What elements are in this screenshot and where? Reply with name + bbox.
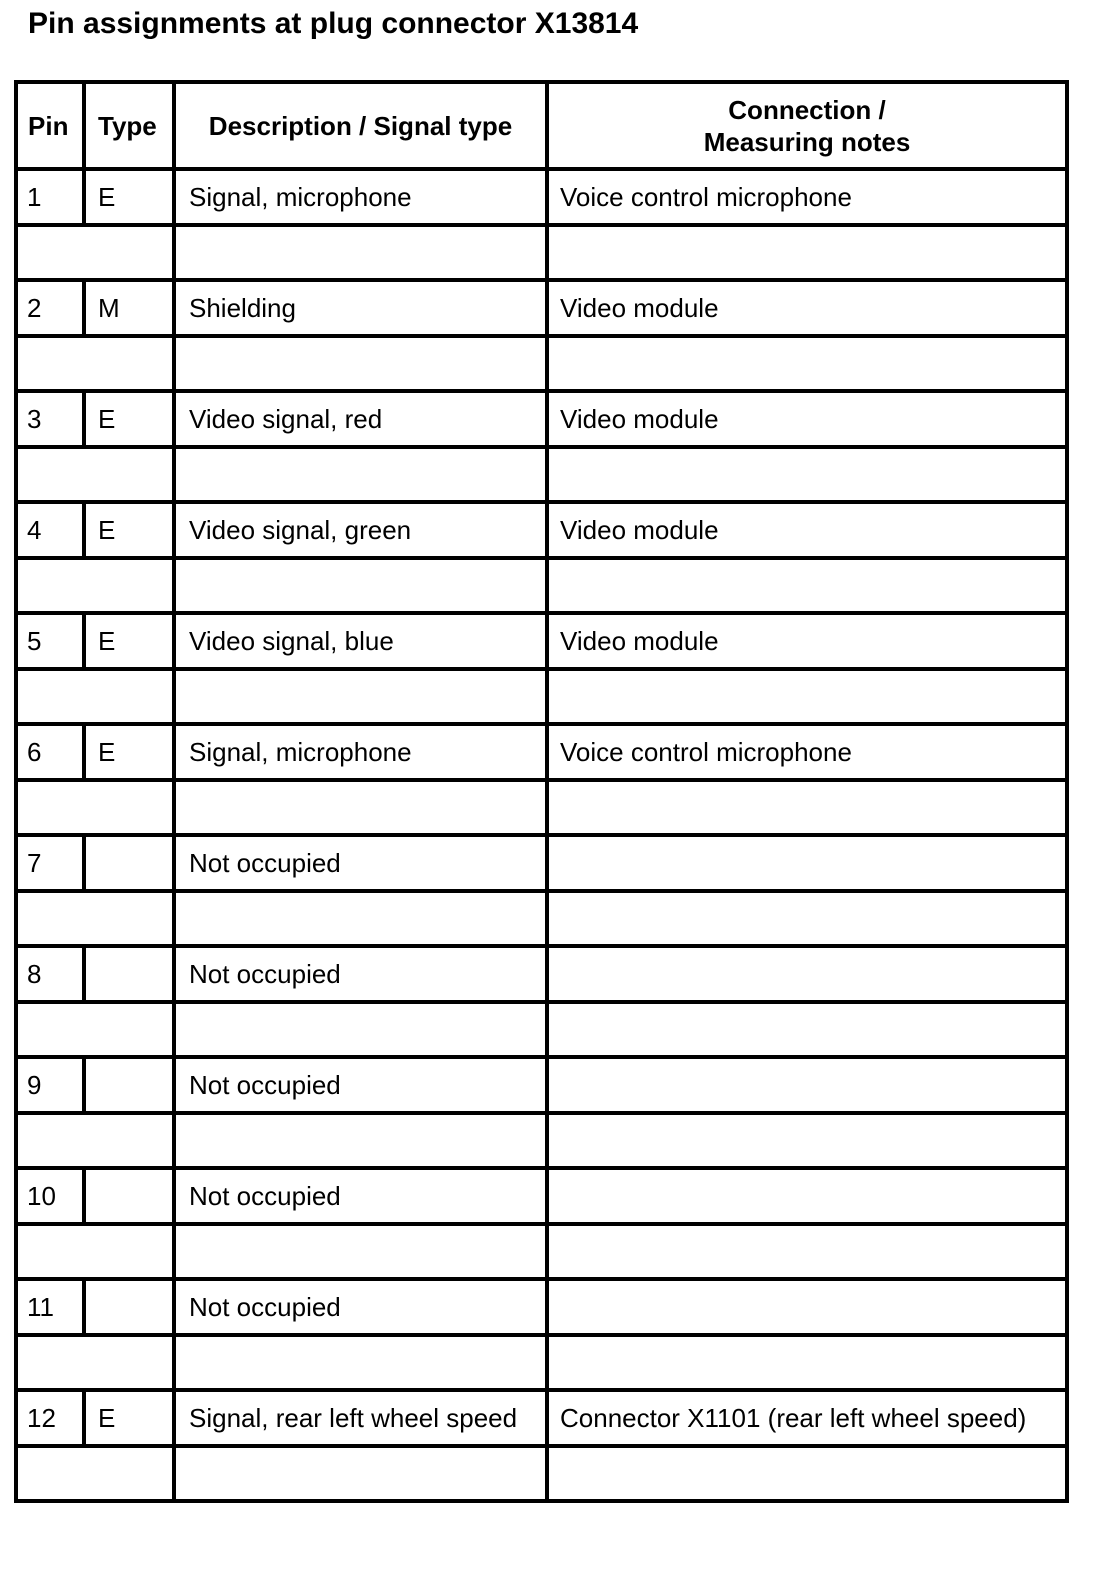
table-row (16, 280, 1067, 336)
page-title: Pin assignments at plug connector X13814 (28, 7, 639, 40)
description-cell: Not occupied (174, 1279, 547, 1335)
spacer-cell-connection (547, 1113, 1067, 1168)
pin-cell: 8 (16, 946, 84, 1002)
spacer-cell-pin-type (16, 1446, 174, 1501)
table-spacer-row (16, 1002, 1067, 1057)
description-cell: Video signal, red (174, 391, 547, 447)
spacer-cell-connection (547, 891, 1067, 946)
table-spacer-row (16, 447, 1067, 502)
pin-cell: 12 (16, 1390, 84, 1446)
spacer-cell-pin-type (16, 1113, 174, 1168)
type-cell: M (84, 280, 174, 336)
spacer-cell-connection (547, 669, 1067, 724)
type-cell (84, 946, 174, 1002)
connection-cell: Video module (547, 391, 1067, 447)
spacer-cell-pin-type (16, 1335, 174, 1390)
spacer-cell-pin-type (16, 780, 174, 835)
connection-cell (547, 1279, 1067, 1335)
connection-cell: Connector X1101 (rear left wheel speed) (547, 1390, 1067, 1446)
spacer-cell-connection (547, 336, 1067, 391)
spacer-cell-description (174, 1335, 547, 1390)
column-header-connection-line1: Connection / (728, 94, 886, 125)
table-spacer-row (16, 1335, 1067, 1390)
table-spacer-row (16, 1224, 1067, 1279)
table-row (16, 835, 1067, 891)
pin-cell: 1 (16, 169, 84, 225)
table-spacer-row (16, 669, 1067, 724)
pin-cell: 9 (16, 1057, 84, 1113)
table-spacer-row (16, 891, 1067, 946)
description-cell: Not occupied (174, 1168, 547, 1224)
table-row (16, 1279, 1067, 1335)
description-cell: Video signal, green (174, 502, 547, 558)
table-row (16, 1168, 1067, 1224)
connection-cell (547, 946, 1067, 1002)
connection-cell: Video module (547, 280, 1067, 336)
spacer-cell-pin-type (16, 891, 174, 946)
type-cell: E (84, 613, 174, 669)
spacer-cell-pin-type (16, 1002, 174, 1057)
type-cell: E (84, 169, 174, 225)
header-row (16, 82, 1067, 169)
description-cell: Not occupied (174, 946, 547, 1002)
spacer-cell-pin-type (16, 225, 174, 280)
table-row (16, 502, 1067, 558)
table-row (16, 1390, 1067, 1446)
spacer-cell-connection (547, 558, 1067, 613)
type-cell (84, 835, 174, 891)
type-cell: E (84, 391, 174, 447)
spacer-cell-description (174, 1113, 547, 1168)
spacer-cell-pin-type (16, 447, 174, 502)
pin-cell: 11 (16, 1279, 84, 1335)
description-cell: Signal, rear left wheel speed (174, 1390, 547, 1446)
table-row (16, 724, 1067, 780)
connection-cell (547, 1168, 1067, 1224)
description-cell: Shielding (174, 280, 547, 336)
connection-cell: Voice control microphone (547, 724, 1067, 780)
description-cell: Not occupied (174, 835, 547, 891)
table-spacer-row (16, 225, 1067, 280)
pin-cell: 7 (16, 835, 84, 891)
table-body (16, 169, 1067, 1501)
connection-cell: Video module (547, 502, 1067, 558)
spacer-cell-description (174, 447, 547, 502)
description-cell: Not occupied (174, 1057, 547, 1113)
column-header-connection (547, 82, 1067, 169)
type-cell (84, 1057, 174, 1113)
spacer-cell-pin-type (16, 1224, 174, 1279)
spacer-cell-description (174, 1002, 547, 1057)
spacer-cell-description (174, 558, 547, 613)
spacer-cell-connection (547, 225, 1067, 280)
description-cell: Video signal, blue (174, 613, 547, 669)
spacer-cell-connection (547, 447, 1067, 502)
spacer-cell-pin-type (16, 558, 174, 613)
pin-cell: 3 (16, 391, 84, 447)
spacer-cell-connection (547, 1002, 1067, 1057)
table-spacer-row (16, 780, 1067, 835)
table-row (16, 391, 1067, 447)
spacer-cell-description (174, 669, 547, 724)
table-spacer-row (16, 558, 1067, 613)
spacer-cell-description (174, 891, 547, 946)
table-row (16, 613, 1067, 669)
spacer-cell-pin-type (16, 669, 174, 724)
pin-cell: 6 (16, 724, 84, 780)
type-cell: E (84, 724, 174, 780)
type-cell: E (84, 502, 174, 558)
spacer-cell-connection (547, 1335, 1067, 1390)
pin-cell: 2 (16, 280, 84, 336)
spacer-cell-description (174, 780, 547, 835)
type-cell: E (84, 1390, 174, 1446)
connection-cell (547, 1057, 1067, 1113)
type-cell (84, 1279, 174, 1335)
connection-cell (547, 835, 1067, 891)
table-spacer-row (16, 336, 1067, 391)
pin-cell: 5 (16, 613, 84, 669)
description-cell: Signal, microphone (174, 169, 547, 225)
spacer-cell-description (174, 336, 547, 391)
spacer-cell-description (174, 1446, 547, 1501)
spacer-cell-connection (547, 1224, 1067, 1279)
column-header-description: Description / Signal type (174, 82, 547, 169)
connection-cell: Video module (547, 613, 1067, 669)
spacer-cell-connection (547, 780, 1067, 835)
table-spacer-row (16, 1446, 1067, 1501)
table-row (16, 169, 1067, 225)
table-spacer-row (16, 1113, 1067, 1168)
spacer-cell-pin-type (16, 336, 174, 391)
type-cell (84, 1168, 174, 1224)
column-header-pin: Pin (16, 82, 84, 169)
pin-assignment-table (14, 80, 1069, 1503)
description-cell: Signal, microphone (174, 724, 547, 780)
spacer-cell-description (174, 1224, 547, 1279)
pin-cell: 4 (16, 502, 84, 558)
column-header-connection-line2: Measuring notes (703, 126, 911, 157)
spacer-cell-connection (547, 1446, 1067, 1501)
table-row (16, 1057, 1067, 1113)
connection-cell: Voice control microphone (547, 169, 1067, 225)
table-row (16, 946, 1067, 1002)
pin-cell: 10 (16, 1168, 84, 1224)
column-header-type: Type (84, 82, 174, 169)
spacer-cell-description (174, 225, 547, 280)
